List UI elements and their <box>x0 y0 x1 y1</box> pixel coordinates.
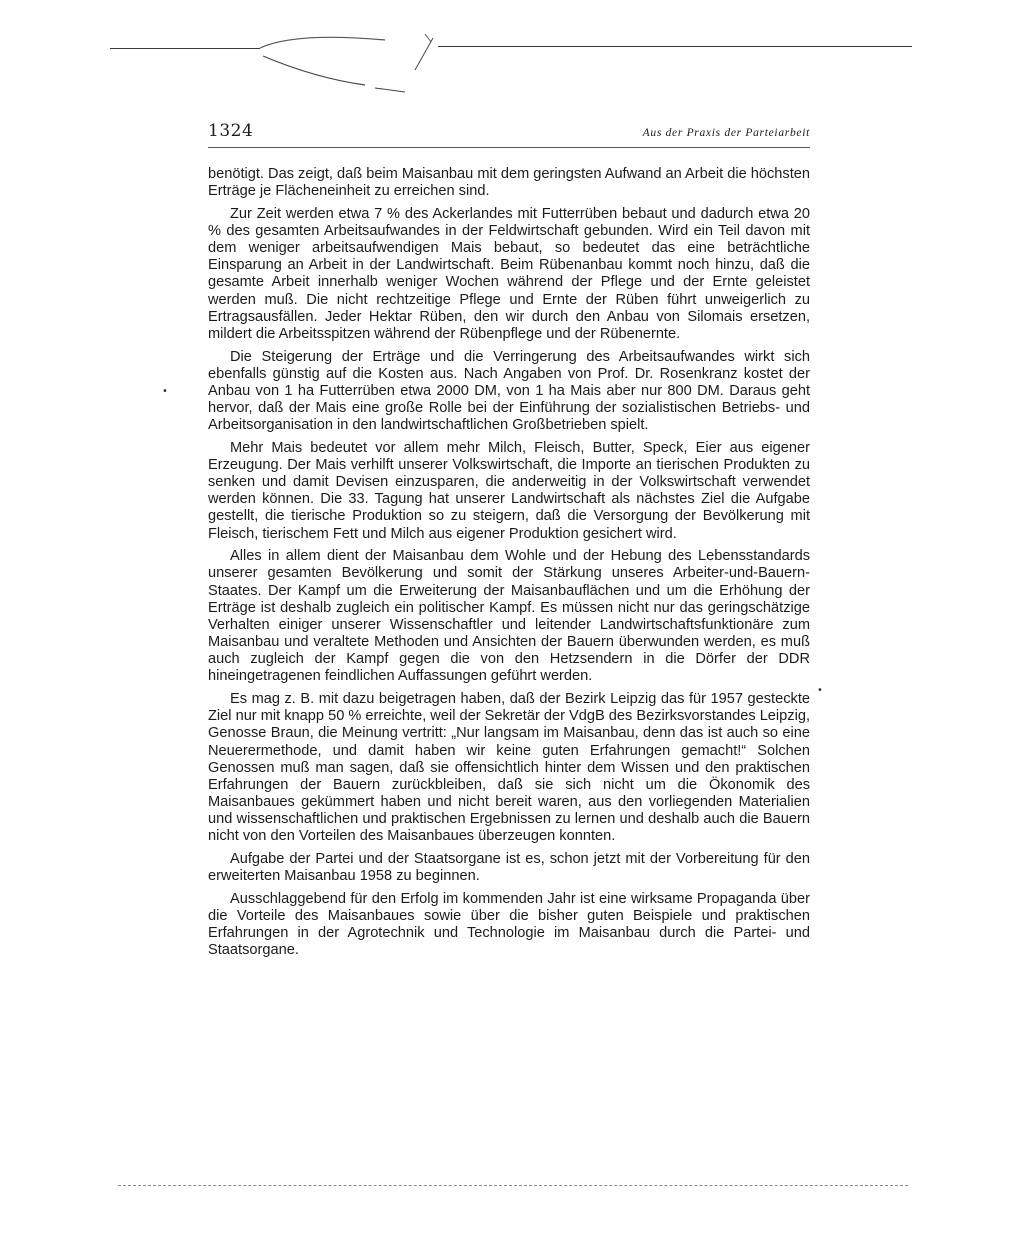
margin-speck-right: • <box>817 685 823 696</box>
paragraph: Ausschlaggebend für den Erfolg im kommenden Jahr ist eine wirksame Propaganda über die Vorteile des Maisanbaues sowie über die bisher guten Beispiele und praktischen Erfahrungen in der Agrotechnik und Technologie im Maisanbau durch die Partei- und Staatsorgane. <box>208 890 810 959</box>
paragraph: Zur Zeit werden etwa 7 % des Ackerlandes mit Futterrüben bebaut und dadurch etwa 20 % des gesamten Arbeitsaufwandes in der Feldwirtschaft gebunden. Wird ein Teil davon mit dem weniger arbeitsaufwendigen Mais bebaut, so bedeutet das eine beträchtliche Einsparung an Arbeit in der Landwirtschaft. Beim Rübenanbau kommt noch hinzu, daß die gesamte Arbeit innerhalb weniger Wochen während der Pflege und der Ernte geleistet werden muß. Die nicht rechtzeitige Pflege und Ernte der Rüben führt unweigerlich zu Ertragsausfällen. Jeder Hektar Rüben, den wir durch den Anbau von Silomais ersetzen, mildert die Arbeitsspitzen während der Rübenpflege und der Rübenernte. <box>208 205 810 342</box>
header-rule <box>208 147 810 148</box>
paragraph: Mehr Mais bedeutet vor allem mehr Milch, Fleisch, Butter, Speck, Eier aus eigener Erzeugung. Der Mais verhilft unserer Volkswirtschaft, die Importe an tierischen Produkten zu senken und damit Devisen einzusparen, die anderweitig in der Volkswirtschaft verwendet werden können. Die 33. Tagung hat unserer Landwirtschaft als nächstes Ziel die Aufgabe gestellt, die tierische Produktion so zu steigern, daß die Versorgung der Bevölkerung mit Fleisch, tierischem Fett und Milch aus eigener Produktion gesichert wird. <box>208 439 810 542</box>
scan-edge-bottom <box>118 1185 908 1186</box>
scan-edge-top-left <box>110 48 260 49</box>
paragraph: benötigt. Das zeigt, daß beim Maisanbau mit dem geringsten Aufwand an Arbeit die höchsten Erträge je Flächeneinheit zu erreichen sind. <box>208 166 810 200</box>
margin-speck-left: • <box>162 386 168 397</box>
page-number: 1324 <box>208 121 254 141</box>
paragraph: Es mag z. B. mit dazu beigetragen haben, daß der Bezirk Leipzig das für 1957 gesteckte Ziel nur mit knapp 50 % erreichte, weil der Sekretär der VdgB des Bezirksvorstandes Leipzig, Genosse Braun, die Meinung vertritt: „Nur langsam im Maisanbau, denn das ist auch so eine Neuerermethode, und damit haben wir keine guten Erfahrungen gemacht!“ Solchen Genossen muß man sagen, daß sie offensichtlich hinter dem Wissen und den praktischen Erfahrungen der Bauern zurückbleiben, daß sie sich nicht um die Ökonomik des Maisanbaues gekümmert haben und nicht bereit waren, aus den vorliegenden Materialien und wissenschaftlichen und praktischen Ergebnissen zu lernen und deshalb auch die Bauern nicht von den Vorteilen des Maisanbaues überzeugen konnten. <box>208 691 810 845</box>
paragraph: Die Steigerung der Erträge und die Verringerung des Arbeitsaufwandes wirkt sich ebenfalls günstig auf die Kosten aus. Nach Angaben von Prof. Dr. Rosenkranz kostet der Anbau von 1 ha Futterrüben etwa 2000 DM, von 1 ha Mais aber nur 800 DM. Daraus geht hervor, daß der Mais eine große Rolle bei der Einführung der sozialistischen Betriebs- und Arbeitsorganisation in den landwirtschaftlichen Großbetrieben spielt. <box>208 348 810 434</box>
paragraph: Alles in allem dient der Maisanbau dem Wohle und der Hebung des Lebensstandards unserer gesamten Bevölkerung und somit der Stärkung unseres Arbeiter-und-Bauern-Staates. Der Kampf um die Erweiterung der Maisanbauflächen und um die Erhöhung der Erträge ist deshalb zugleich ein politischer Kampf. Es müssen nicht nur das geringschätzige Verhalten einiger unserer Wissenschaftler und leitender Landwirtschaftsfunktionäre zum Maisanbau und veraltete Methoden und Ansichten der Bauern überwunden werden, es muß auch zugleich der Kampf gegen die von den Hetzsendern in die Dörfer der DDR hineingetragenen feindlichen Auffassungen geführt werden. <box>208 548 810 685</box>
scan-edge-top-right <box>438 46 912 47</box>
scan-artifact-marks <box>255 30 455 110</box>
paragraph: Aufgabe der Partei und der Staatsorgane ist es, schon jetzt mit der Vorbereitung für den erweiterten Maisanbau 1958 zu beginnen. <box>208 850 810 885</box>
article-body <box>208 166 810 965</box>
running-head: Aus der Praxis der Parteiarbeit <box>642 127 810 139</box>
